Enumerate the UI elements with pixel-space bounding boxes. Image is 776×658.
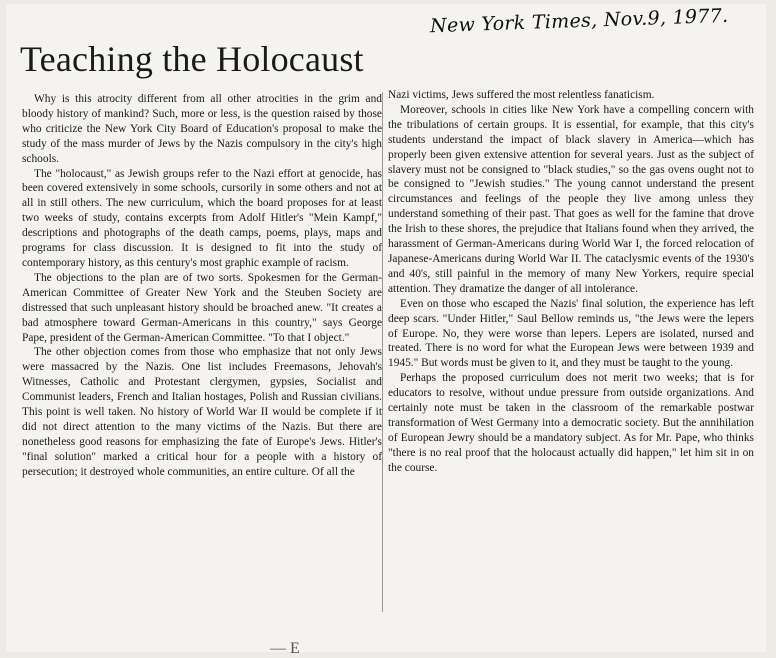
paragraph: The "holocaust," as Jewish groups refer to the Nazi effort at genocide, has been covered extensively in some schools, cursorily in some others and not at all in still others. The new curriculum, which the board proposes for at least two weeks of study, contains excerpts from Adolf Hitler's "Mein Kampf," descriptions and photographs of the death camps, poems, plays, maps and programs for class discussion. It is designed to fit into the study of contemporary history, as this century's most graphic example of racism. xyxy=(22,167,382,269)
paragraph: Nazi victims, Jews suffered the most relentless fanaticism. xyxy=(388,89,655,101)
paragraph: Moreover, schools in cities like New York have a compelling concern with the tribulations of certain groups. It is essential, for example, that this city's students understand the impact of black slavery in America—which has properly been given extensive attention for several years. Just as the subject of slavery must not be consigned to "black studies," so the gas ovens ought not to be consigned to "Jewish studies." The young cannot understand the present circumstances and feelings of the people they live among unless they understand something of their past. That goes as well for the famine that drove the Irish to these shores, the prejudice that Italians found when they arrived, the harassment of German-Americans during World War I, the forced relocation of Japanese-Americans during World War II. The cataclysmic events of the 1930's and 40's, still painful in the memory of many New Yorkers, require special attention. They dramatize the danger of all intolerance. xyxy=(388,103,754,295)
article-column-right xyxy=(388,88,754,476)
handwritten-note: New York Times, Nov.9, 1977. xyxy=(429,4,729,38)
cropped-text-fragment: — E xyxy=(270,640,300,657)
paragraph: Even on those who escaped the Nazis' final solution, the experience has left deep scars. "Under Hitler," Saul Bellow reminds us, "the Jews were the lepers of Europe. No, they were worse than lepers. Lepers are isolated, nursed and treated. There is no word for what the European Jews were between 1939 and 1945." But words must be given to it, and they must be taught to the young. xyxy=(388,297,754,370)
paragraph: The objections to the plan are of two sorts. Spokesmen for the German-American Committee of Greater New York and the Steuben Society are distressed that such unpleasant history should be broached anew. "It creates a bad atmosphere toward German-Americans in this country," says George Pape, president of the German-American Committee. "To that I object." xyxy=(22,271,382,344)
paragraph: Why is this atrocity different from all other atrocities in the grim and bloody history of mankind? Such, more or less, is the question raised by those who criticize the New York City Board of Education's proposal to make the study of the mass murder of Jews by the Nazis compulsory in the city's high schools. xyxy=(22,93,382,165)
paragraph: Perhaps the proposed curriculum does not merit two weeks; that is for educators to resolve, without undue pressure from outside organizations. And certainly note must be taken in the classroom of the remarkable postwar transformation of West Germany into a democratic society. But the annihilation of European Jewry should be a mandatory subject. As for Mr. Pape, who thinks "there is no real proof that the holocaust actually did happen," let him sit in on the course. xyxy=(388,372,754,474)
paragraph: The other objection comes from those who emphasize that not only Jews were massacred by the Nazis. One list includes Freemasons, Jehovah's Witnesses, Catholic and Protestant clergymen, gypsies, Socialist and Communist leaders, French and Italian hostages, Polish and Russian civilians. This point is well taken. No history of World War II would be complete if it did not direct attention to the many victims of the Nazis. But there are nonetheless good reasons for emphasizing the fate of Europe's Jews. Hitler's "final solution" marked a critical hour for a people with a history of persecution; it destroyed whole communities, an entire culture. Of all the xyxy=(22,346,382,478)
column-divider xyxy=(382,92,383,612)
article-headline: Teaching the Holocaust xyxy=(20,39,364,79)
article-column-left xyxy=(22,92,382,480)
